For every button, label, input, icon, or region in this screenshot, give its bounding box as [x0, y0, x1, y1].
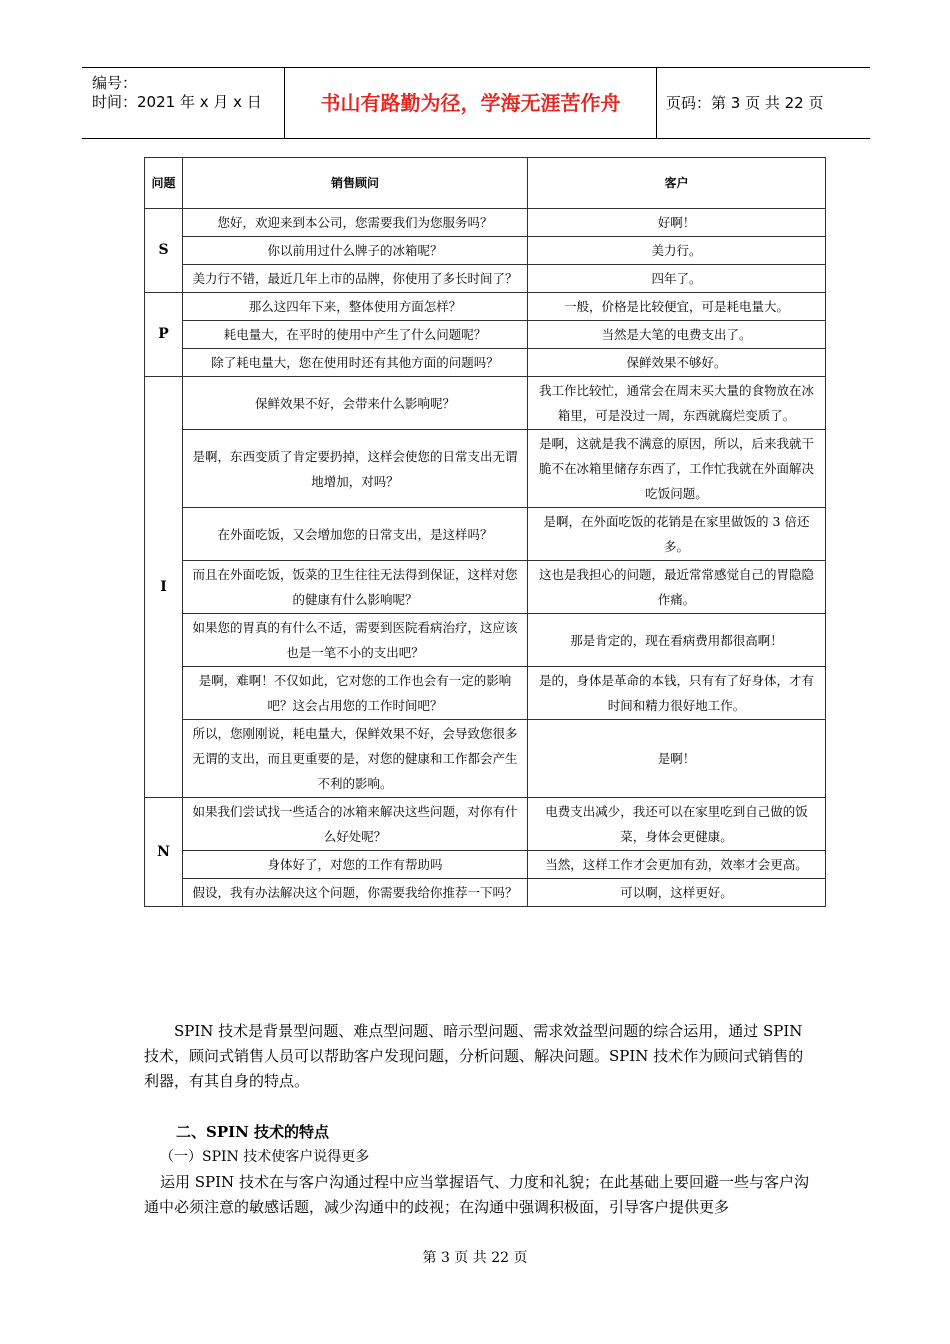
customer-cell: 可以啊，这样更好。	[528, 879, 826, 907]
customer-cell: 是啊，在外面吃饭的花销是在家里做饭的 3 倍还多。	[528, 508, 826, 561]
customer-cell: 这也是我担心的问题，最近常常感觉自己的胃隐隐作痛。	[528, 561, 826, 614]
consultant-cell: 假设，我有办法解决这个问题，你需要我给你推荐一下吗？	[183, 879, 528, 907]
consultant-cell: 如果您的胃真的有什么不适，需要到医院看病治疗，这应该也是一笔不小的支出吧？	[183, 614, 528, 667]
table-row	[145, 349, 826, 377]
table-row	[145, 879, 826, 907]
table-row	[145, 237, 826, 265]
customer-cell: 是啊！	[528, 720, 826, 798]
page-footer: 第 3 页 共 22 页	[422, 1250, 528, 1266]
consultant-cell: 在外面吃饭，又会增加您的日常支出，是这样吗？	[183, 508, 528, 561]
page-header	[82, 67, 870, 139]
consultant-cell: 你以前用过什么牌子的冰箱呢？	[183, 237, 528, 265]
table-row	[145, 614, 826, 667]
doc-time-label: 时间：2021 年 x 月 x 日	[92, 93, 262, 111]
table-row	[145, 667, 826, 720]
customer-cell: 当然是大笔的电费支出了。	[528, 321, 826, 349]
body-paragraph: 运用 SPIN 技术在与客户沟通过程中应当掌握语气、力度和礼貌；在此基础上要回避一些与客户沟通中必须注意的敏感话题，减少沟通中的歧视；在沟通中强调积极面，引导客户提供更多	[144, 1173, 809, 1216]
consultant-cell: 如果我们尝试找一些适合的冰箱来解决这些问题，对你有什么好处呢？	[183, 798, 528, 851]
doc-number-label: 编号：	[92, 74, 138, 92]
table-row	[145, 508, 826, 561]
consultant-cell: 保鲜效果不好，会带来什么影响呢？	[183, 377, 528, 430]
consultant-cell: 您好，欢迎来到本公司，您需要我们为您服务吗？	[183, 209, 528, 237]
stage-cell-i: I	[145, 377, 183, 798]
subsection-heading: （一）SPIN 技术使客户说得更多	[160, 1149, 370, 1165]
consultant-cell: 身体好了，对您的工作有帮助吗	[183, 851, 528, 879]
body-paragraph: SPIN 技术是背景型问题、难点型问题、暗示型问题、需求效益型问题的综合运用，通过 SPIN 技术，顾问式销售人员可以帮助客户发现问题，分析问题、解决问题。SPIN 技术作为顾问式销售的利器，有其自身的特点。	[144, 1022, 804, 1090]
table-header-row	[145, 158, 826, 209]
table-row	[145, 720, 826, 798]
table-row	[145, 851, 826, 879]
customer-cell: 当然，这样工作才会更加有劲，效率才会更高。	[528, 851, 826, 879]
table-row	[145, 265, 826, 293]
table-row	[145, 377, 826, 430]
customer-cell: 四年了。	[528, 265, 826, 293]
consultant-cell: 耗电量大，在平时的使用中产生了什么问题呢？	[183, 321, 528, 349]
consultant-cell: 那么这四年下来，整体使用方面怎样？	[183, 293, 528, 321]
stage-cell-n: N	[145, 798, 183, 907]
consultant-cell: 美力行不错，最近几年上市的品牌，你使用了多长时间了？	[183, 265, 528, 293]
table-row	[145, 209, 826, 237]
table-row	[145, 561, 826, 614]
stage-cell-p: P	[145, 293, 183, 377]
table-row	[145, 293, 826, 321]
table-row	[145, 798, 826, 851]
consultant-cell: 而且在外面吃饭，饭菜的卫生往往无法得到保证，这样对您的健康有什么影响呢？	[183, 561, 528, 614]
header-motto: 书山有路勤为径，学海无涯苦作舟	[320, 91, 621, 115]
header-cell-consultant: 销售顾问	[183, 158, 528, 209]
customer-cell: 是的，身体是革命的本钱，只有有了好身体，才有时间和精力很好地工作。	[528, 667, 826, 720]
table-row	[145, 430, 826, 508]
customer-cell: 我工作比较忙，通常会在周末买大量的食物放在冰箱里，可是没过一周，东西就腐烂变质了。	[528, 377, 826, 430]
customer-cell: 保鲜效果不够好。	[528, 349, 826, 377]
header-page-number: 页码：第 3 页 共 22 页	[666, 94, 824, 112]
consultant-cell: 是啊，难啊！不仅如此，它对您的工作也会有一定的影响吧？这会占用您的工作时间吧？	[183, 667, 528, 720]
header-cell-question: 问题	[145, 158, 183, 209]
header-meta	[82, 68, 284, 138]
table-row	[145, 321, 826, 349]
spin-dialogue-table	[144, 157, 826, 907]
customer-cell: 美力行。	[528, 237, 826, 265]
header-divider	[656, 68, 657, 138]
section-heading: 二、SPIN 技术的特点	[176, 1123, 330, 1141]
consultant-cell: 除了耗电量大，您在使用时还有其他方面的问题吗？	[183, 349, 528, 377]
stage-cell-s: S	[145, 209, 183, 293]
header-cell-customer: 客户	[528, 158, 826, 209]
consultant-cell: 所以，您刚刚说，耗电量大，保鲜效果不好，会导致您很多无谓的支出，而且更重要的是，对您的健康和工作都会产生不利的影响。	[183, 720, 528, 798]
customer-cell: 一般，价格是比较便宜，可是耗电量大。	[528, 293, 826, 321]
customer-cell: 那是肯定的，现在看病费用都很高啊！	[528, 614, 826, 667]
customer-cell: 是啊，这就是我不满意的原因，所以，后来我就干脆不在冰箱里储存东西了，工作忙我就在外面解决吃饭问题。	[528, 430, 826, 508]
customer-cell: 电费支出减少，我还可以在家里吃到自己做的饭菜，身体会更健康。	[528, 798, 826, 851]
customer-cell: 好啊！	[528, 209, 826, 237]
consultant-cell: 是啊，东西变质了肯定要扔掉，这样会使您的日常支出无谓地增加，对吗？	[183, 430, 528, 508]
